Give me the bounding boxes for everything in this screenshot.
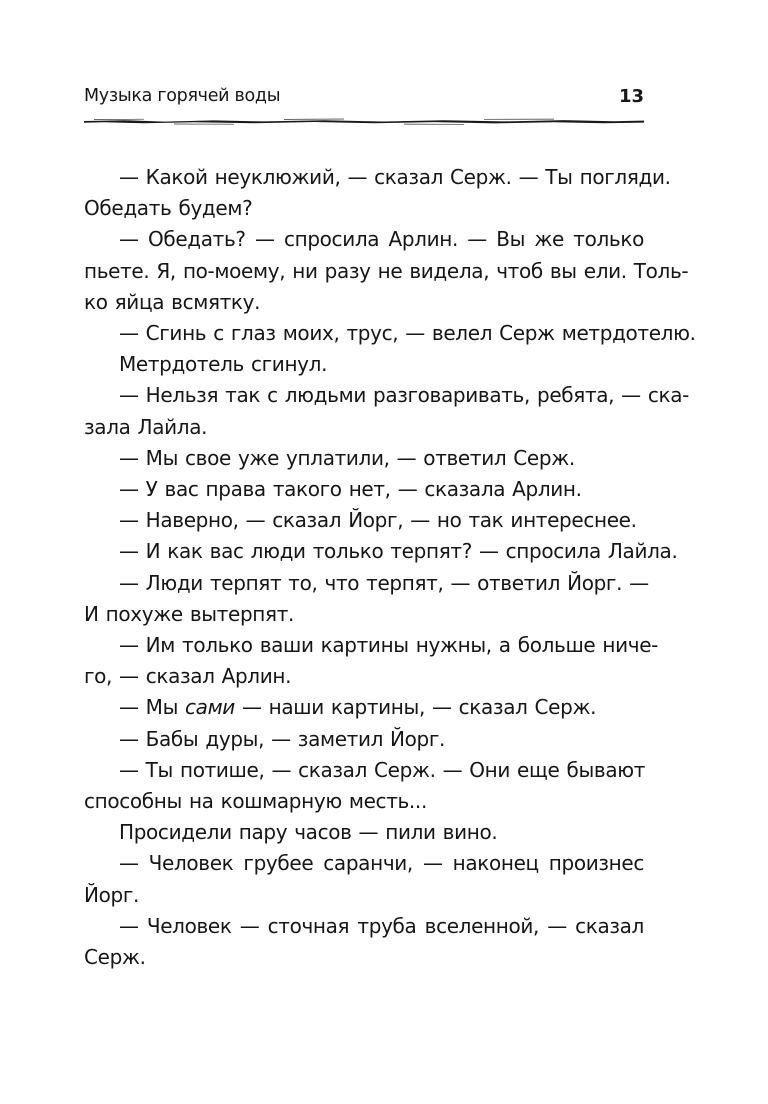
text-line: — У вас права такого нет, — сказала Арлин. — [119, 477, 582, 502]
paragraph — [84, 318, 696, 349]
text-line: — Им только ваши картины нужны, а больше ниче- — [119, 633, 659, 658]
paragraph — [84, 911, 644, 973]
paragraph — [84, 755, 644, 817]
text-line: Метрдотель сгинул. — [119, 352, 328, 377]
italic-text: сами — [185, 695, 235, 720]
paragraph — [84, 380, 689, 442]
paragraph — [84, 224, 689, 318]
page-header — [84, 86, 644, 110]
text-line: го, — сказал Арлин. — [84, 664, 292, 689]
text-line: — Люди терпят то, что терпят, — ответил Йорг. — — [119, 570, 649, 595]
paragraph — [84, 536, 678, 567]
text-line: — Ты потише, — сказал Серж. — Они еще бывают — [119, 757, 646, 782]
text-line: — Сгинь с глаз моих, трус, — велел Серж метрдотелю. — [119, 321, 696, 346]
text-fragment: — наши картины, — сказал Серж. — [234, 695, 597, 720]
page-number: 13 — [618, 86, 644, 107]
text-line: И похуже вытерпят. — [84, 601, 295, 626]
running-title: Музыка горячей воды — [84, 86, 281, 106]
header-rule — [84, 117, 644, 125]
text-line: — Нельзя так с людьми разговаривать, ребята, — ска- — [119, 383, 689, 408]
paragraph — [84, 162, 671, 224]
paragraph — [84, 692, 644, 723]
page-body — [84, 162, 696, 973]
text-line — [84, 692, 644, 723]
text-line: — Бабы дуры, — заметил Йорг. — [119, 726, 446, 751]
text-line: ко яйца всмятку. — [84, 289, 261, 314]
paragraph — [84, 474, 644, 505]
paragraph — [84, 817, 644, 848]
text-line: пьете. Я, по-моему, ни разу не видела, чтоб вы ели. Толь- — [84, 258, 689, 283]
paragraph — [84, 848, 644, 910]
text-fragment: — Мы — [119, 695, 186, 720]
paragraph — [84, 505, 644, 536]
paragraph — [84, 630, 659, 692]
text-line: — Человек грубее саранчи, — наконец произнес — [119, 851, 644, 876]
paragraph — [84, 349, 644, 380]
text-line: Серж. — [84, 945, 146, 970]
text-line: — И как вас люди только терпят? — спросила Лайла. — [119, 539, 678, 564]
text-line: — Наверно, — сказал Йорг, — но так интереснее. — [119, 508, 637, 533]
text-line: зала Лайла. — [84, 414, 208, 439]
text-line: — Человек — сточная труба вселенной, — сказал — [119, 913, 644, 938]
text-line: Йорг. — [84, 882, 140, 907]
paragraph — [84, 443, 644, 474]
text-line: Обедать будем? — [84, 196, 253, 221]
text-line: способны на кошмарную месть... — [84, 789, 427, 814]
text-line: Просидели пару часов — пили вино. — [119, 820, 498, 845]
paragraph — [84, 568, 649, 630]
paragraph — [84, 724, 644, 755]
text-line: — Обедать? — спросила Арлин. — Вы же только — [119, 227, 644, 252]
text-line: — Какой неуклюжий, — сказал Серж. — Ты погляди. — [119, 165, 671, 189]
text-line: — Мы свое уже уплатили, — ответил Серж. — [119, 445, 575, 470]
